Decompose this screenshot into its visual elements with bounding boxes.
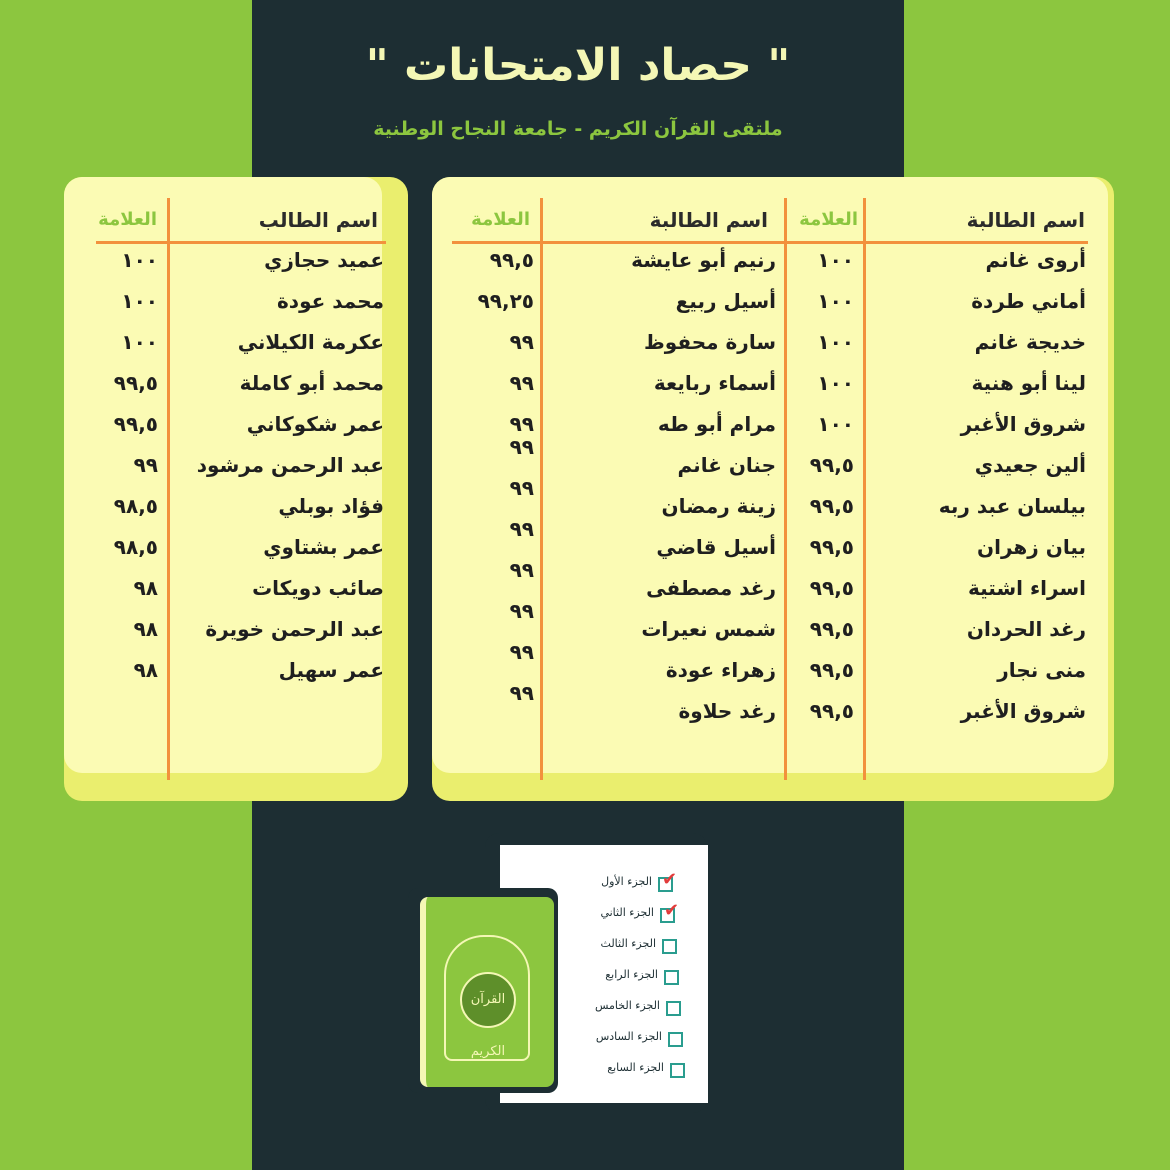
- small-table-divider: [167, 198, 170, 780]
- row-mark: ٩٨,٥: [113, 535, 158, 559]
- row-name: رغد حلاوة: [678, 699, 776, 723]
- row-mark: ٩٩: [509, 599, 534, 623]
- row-name: رنيم أبو عايشة: [631, 248, 776, 272]
- big-table-divider: [863, 198, 866, 780]
- row-name: رغد مصطفى: [646, 576, 776, 600]
- row-name: اسراء اشتية: [968, 576, 1086, 600]
- row-mark: ٩٩: [509, 330, 534, 354]
- row-name: ألين جعيدي: [974, 453, 1086, 477]
- checklist-label: الجزء الثالث: [600, 937, 656, 950]
- row-mark: ٩٩: [133, 453, 158, 477]
- row-mark: ١٠٠: [121, 248, 158, 272]
- row-mark: ٩٩: [509, 517, 534, 541]
- row-mark: ١٠٠: [817, 248, 854, 272]
- row-name: شروق الأغبر: [960, 412, 1086, 436]
- row-name: عمر سهيل: [278, 658, 384, 682]
- row-mark: ٩٩,٥: [489, 248, 534, 272]
- row-name: بيان زهران: [977, 535, 1086, 559]
- checkmark-icon: ✔: [664, 900, 680, 921]
- row-name: لينا أبو هنية: [971, 371, 1086, 395]
- book-emblem-text: القرآن الكريم: [470, 992, 506, 1059]
- row-name: بيلسان عبد ربه: [938, 494, 1086, 518]
- checkbox-icon[interactable]: [664, 970, 679, 985]
- big-col1-mark-header: العلامة: [799, 209, 858, 230]
- row-name: محمد عودة: [277, 289, 384, 313]
- small-name-header: اسم الطالب: [258, 208, 378, 232]
- checklist-label: الجزء الأول: [601, 875, 652, 888]
- row-mark: ٩٨: [133, 658, 158, 682]
- row-mark: ٩٩,٥: [809, 535, 854, 559]
- row-name: عكرمة الكيلاني: [237, 330, 384, 354]
- row-name: أماني طردة: [971, 289, 1086, 313]
- row-name: عمر شكوكاني: [246, 412, 384, 436]
- book-emblem: [460, 972, 516, 1059]
- row-mark: ١٠٠: [817, 371, 854, 395]
- big-table-header-line: [452, 241, 1088, 244]
- row-mark: ٩٩,٥: [113, 412, 158, 436]
- small-mark-header: العلامة: [98, 209, 157, 230]
- row-name: محمد أبو كاملة: [239, 371, 384, 395]
- row-mark: ٩٩,٢٥: [477, 289, 534, 313]
- row-name: خديجة غانم: [974, 330, 1086, 354]
- big-col1-name-header: اسم الطالبة: [966, 208, 1085, 232]
- row-mark: ٩٩: [509, 476, 534, 500]
- checklist-label: الجزء السادس: [595, 1030, 662, 1043]
- checklist-label: الجزء الرابع: [605, 968, 658, 981]
- row-name: أسماء ربايعة: [653, 371, 776, 395]
- row-mark: ٩٩,٥: [113, 371, 158, 395]
- row-name: عميد حجازي: [264, 248, 384, 272]
- row-name: صائب دويكات: [252, 576, 384, 600]
- row-name: جنان غانم: [677, 453, 776, 477]
- row-name: زهراء عودة: [665, 658, 776, 682]
- row-name: عمر بشتاوي: [263, 535, 384, 559]
- row-mark: ١٠٠: [817, 330, 854, 354]
- row-name: أسيل ربيع: [675, 289, 776, 313]
- row-mark: ٩٨: [133, 576, 158, 600]
- row-name: مرام أبو طه: [657, 412, 776, 436]
- checkmark-icon: ✔: [662, 869, 678, 890]
- row-mark: ٩٩: [509, 435, 534, 459]
- row-name: شروق الأغبر: [960, 699, 1086, 723]
- row-name: شمس نعيرات: [641, 617, 776, 641]
- row-mark: ١٠٠: [817, 412, 854, 436]
- page-subtitle: ملتقى القرآن الكريم - جامعة النجاح الوطنية: [373, 118, 783, 140]
- row-mark: ٩٩,٥: [809, 494, 854, 518]
- row-mark: ٩٩,٥: [809, 699, 854, 723]
- row-name: عبد الرحمن خويرة: [205, 617, 384, 641]
- small-table-header-line: [96, 241, 386, 244]
- big-col2-name-header: اسم الطالبة: [649, 208, 768, 232]
- row-mark: ٩٩,٥: [809, 453, 854, 477]
- row-mark: ٩٩: [509, 640, 534, 664]
- row-mark: ٩٩: [509, 371, 534, 395]
- row-name: أسيل قاضي: [656, 535, 776, 559]
- big-table-divider: [784, 198, 787, 780]
- page-title: " حصاد الامتحانات ": [365, 40, 791, 91]
- checklist-label: الجزء الخامس: [594, 999, 660, 1012]
- row-name: فؤاد بوبلي: [278, 494, 384, 518]
- checkbox-icon[interactable]: [670, 1063, 685, 1078]
- row-name: منى نجار: [997, 658, 1086, 682]
- row-mark: ٩٩,٥: [809, 617, 854, 641]
- row-name: زينة رمضان: [661, 494, 776, 518]
- checkbox-icon[interactable]: [666, 1001, 681, 1016]
- checklist-label: الجزء السابع: [607, 1061, 664, 1074]
- row-mark: ١٠٠: [817, 289, 854, 313]
- checkbox-icon[interactable]: [668, 1032, 683, 1047]
- row-mark: ٩٨: [133, 617, 158, 641]
- row-name: عبد الرحمن مرشود: [196, 453, 384, 477]
- row-mark: ٩٩,٥: [809, 658, 854, 682]
- row-name: أروى غانم: [985, 248, 1086, 272]
- row-mark: ١٠٠: [121, 289, 158, 313]
- row-mark: ١٠٠: [121, 330, 158, 354]
- row-mark: ٩٩: [509, 558, 534, 582]
- row-name: رغد الحردان: [966, 617, 1086, 641]
- big-col2-mark-header: العلامة: [471, 209, 530, 230]
- row-mark: ٩٩: [509, 412, 534, 436]
- row-name: سارة محفوظ: [644, 330, 776, 354]
- checklist-label: الجزء الثاني: [600, 906, 654, 919]
- checkbox-icon[interactable]: [662, 939, 677, 954]
- row-mark: ٩٩: [509, 681, 534, 705]
- row-mark: ٩٨,٥: [113, 494, 158, 518]
- big-table-divider: [540, 198, 543, 780]
- row-mark: ٩٩,٥: [809, 576, 854, 600]
